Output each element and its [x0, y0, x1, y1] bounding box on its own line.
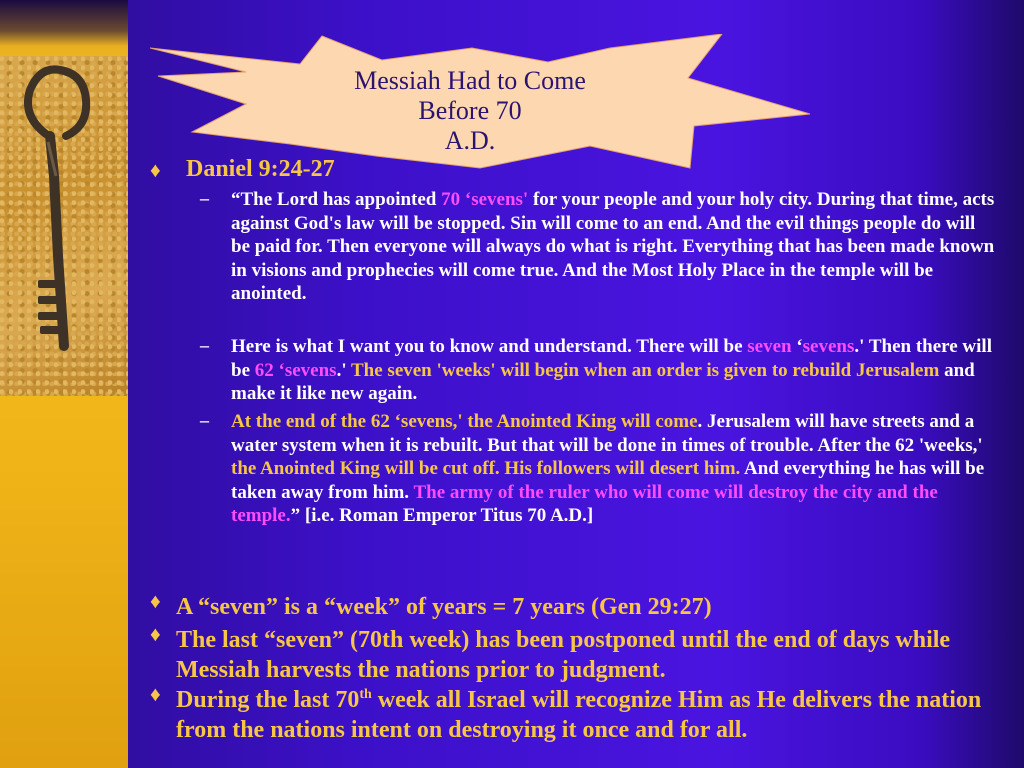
diamond-bullet-icon: ♦ [150, 158, 161, 182]
text-segment: for your people and your holy city. During that time, acts against God's law will be stopped. Sin will come to an end. And the evil things people do will be paid for. Then everyone will always do what is right. Everything that has been made known in visions and prophecies will come true. And the Most Holy Place in the temple will be anointed. [231, 189, 995, 305]
bottom-bullet-text: A “seven” is a “week” of years = 7 years (Gen 29:27) [176, 594, 712, 620]
highlight-segment: The army of the ruler who will come will destroy the city and the temple. [231, 481, 938, 527]
diamond-bullet-icon: ♦ [150, 682, 161, 706]
sub-item [231, 410, 996, 528]
highlight-segment: 70 ‘sevens' [441, 189, 529, 210]
diamond-bullet-icon: ♦ [150, 622, 161, 646]
superscript: th [359, 687, 372, 702]
text-segment: Here is what I want you to know and understand. There will be [231, 336, 748, 357]
sub-item [231, 335, 996, 406]
highlight-segment: 62 ‘sevens [254, 359, 337, 381]
highlight-segment: seven [747, 336, 792, 357]
highlight-segment: At the end of the 62 ‘sevens,' the Anointed King will come [231, 411, 698, 432]
dash-bullet-icon: – [200, 410, 209, 430]
highlight-segment: The seven 'weeks' will begin when an order is given to rebuild Jerusalem [351, 359, 940, 381]
diamond-bullet-icon: ♦ [150, 589, 161, 613]
bottom-bullet-text [176, 685, 1016, 745]
slide-title [330, 66, 610, 156]
bottom-text-after: week all Israel will recognize Him as He delivers the nation from the nations intent on destroying it once and for all. [176, 687, 982, 743]
text-segment: and make it like new again. [231, 359, 975, 405]
highlight-segment: sevens [802, 336, 855, 357]
text-segment: . Jerusalem will have streets and a water system when it is rebuilt. But that will be done in times of trouble. After the 62 'weeks,' [231, 411, 983, 456]
text-segment: ‘ [791, 336, 803, 357]
dash-bullet-icon: – [200, 188, 209, 208]
title-line-2: A.D. [444, 126, 496, 155]
highlight-segment: the Anointed King will be cut off. His followers will desert him. [231, 458, 741, 480]
text-segment: “The Lord has appointed [231, 189, 442, 210]
text-segment: .' Then there will be [231, 336, 992, 381]
main-bullet-text: Daniel 9:24-27 [186, 156, 335, 182]
title-line-1: Messiah Had to Come Before 70 [354, 66, 586, 125]
text-segment: And everything he has will be taken away from him. [231, 458, 985, 503]
text-segment: ” [i.e. Roman Emperor Titus 70 A.D.] [290, 505, 594, 527]
sub-item [231, 188, 996, 306]
dash-bullet-icon: – [200, 335, 209, 355]
bottom-bullet-text: The last “seven” (70th week) has been postponed until the end of days while Messiah harvests the nations prior to judgment. [176, 627, 951, 683]
bottom-text-before: During the last 70 [176, 687, 360, 713]
text-segment: .' [336, 359, 351, 381]
key-icon [0, 56, 128, 396]
key-image-panel [0, 56, 128, 396]
